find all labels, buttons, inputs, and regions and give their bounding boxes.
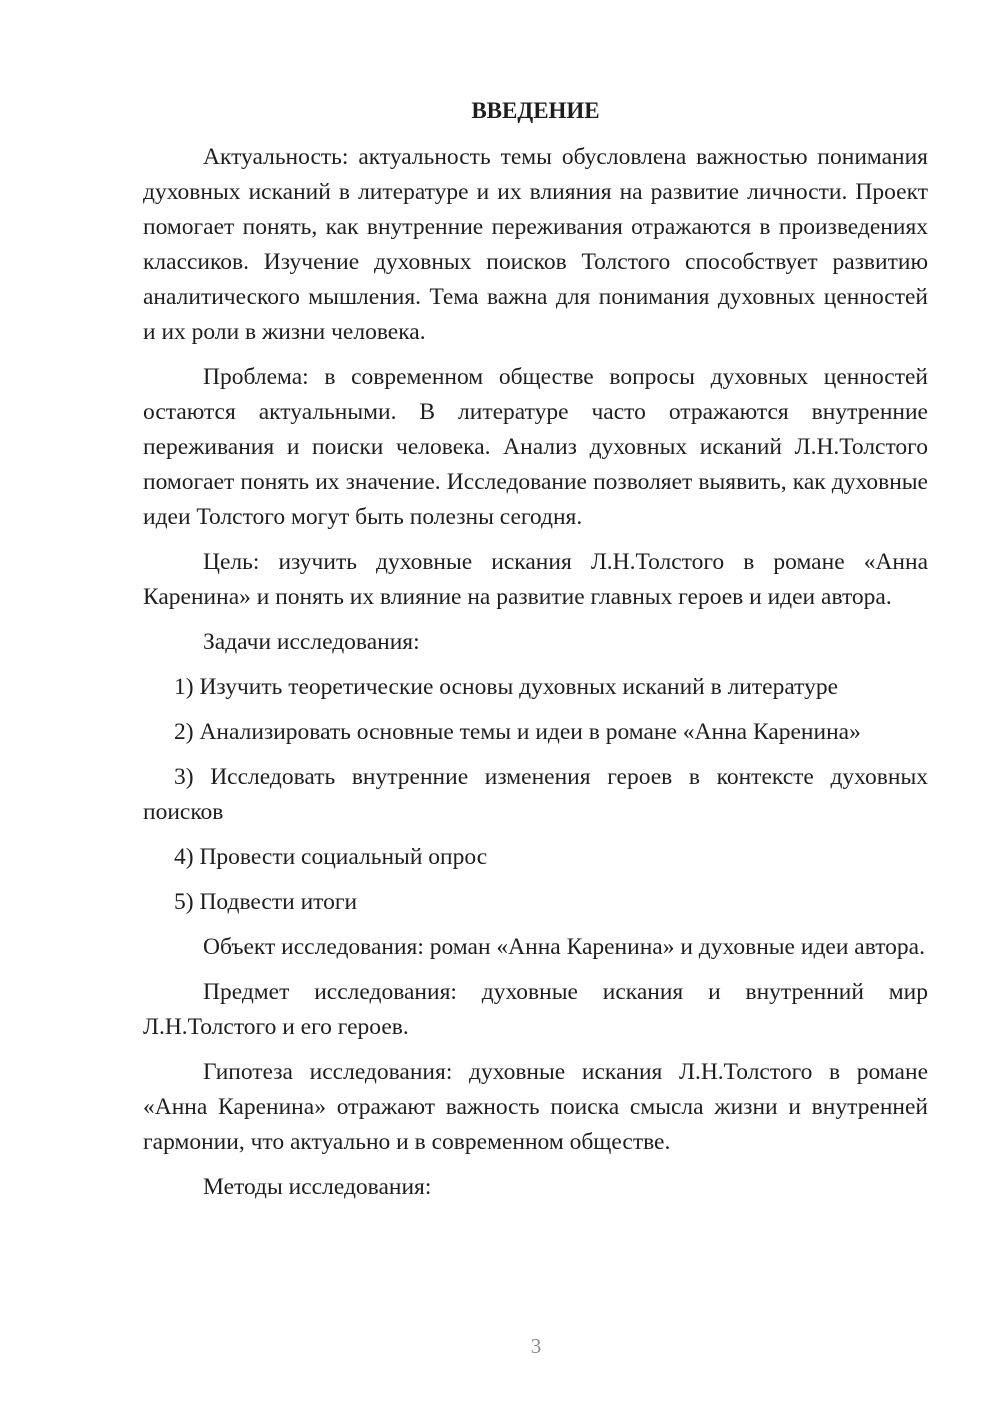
task-item: 4) Провести социальный опрос: [174, 844, 488, 870]
goal-paragraph: Цель: изучить духовные искания Л.Н.Толстого в романе «Анна Каренина» и понять их влияние на развитие главных героев и идеи автора.: [143, 549, 928, 610]
page-content: [143, 96, 928, 1215]
section-title: ВВЕДЕНИЕ: [471, 98, 600, 123]
task-item: 5) Подвести итоги: [174, 889, 358, 915]
tasks-heading: Задачи исследования:: [203, 629, 420, 655]
task-item: 3) Исследовать внутренние изменения героев в контексте духовных поисков: [143, 764, 928, 825]
relevance-paragraph: Актуальность: актуальность темы обусловлена важностью понимания духовных исканий в литературе и их влияния на развитие личности. Проект помогает понять, как внутренние переживания отражаются в произведениях классиков. Изучение духовных поисков Толстого способствует развитию аналитического мышления. Тема важна для понимания духовных ценностей и их роли в жизни человека.: [143, 144, 928, 345]
problem-paragraph: Проблема: в современном обществе вопросы духовных ценностей остаются актуальными. В литературе часто отражаются внутренние переживания и поиски человека. Анализ духовных исканий Л.Н.Толстого помогает понять их значение. Исследование позволяет выявить, как духовные идеи Толстого могут быть полезны сегодня.: [143, 364, 928, 530]
object-paragraph: Объект исследования: роман «Анна Каренина» и духовные идеи автора.: [203, 934, 925, 960]
methods-heading: Методы исследования:: [203, 1174, 432, 1200]
subject-paragraph: Предмет исследования: духовные искания и внутренний мир Л.Н.Толстого и его героев.: [143, 979, 928, 1040]
task-item: 2) Анализировать основные темы и идеи в романе «Анна Каренина»: [174, 719, 861, 745]
page-number: 3: [530, 1334, 542, 1358]
task-item: 1) Изучить теоретические основы духовных исканий в литературе: [174, 674, 839, 700]
hypothesis-paragraph: Гипотеза исследования: духовные искания Л.Н.Толстого в романе «Анна Каренина» отражают важность поиска смысла жизни и внутренней гармонии, что актуально и в современном обществе.: [143, 1059, 928, 1155]
